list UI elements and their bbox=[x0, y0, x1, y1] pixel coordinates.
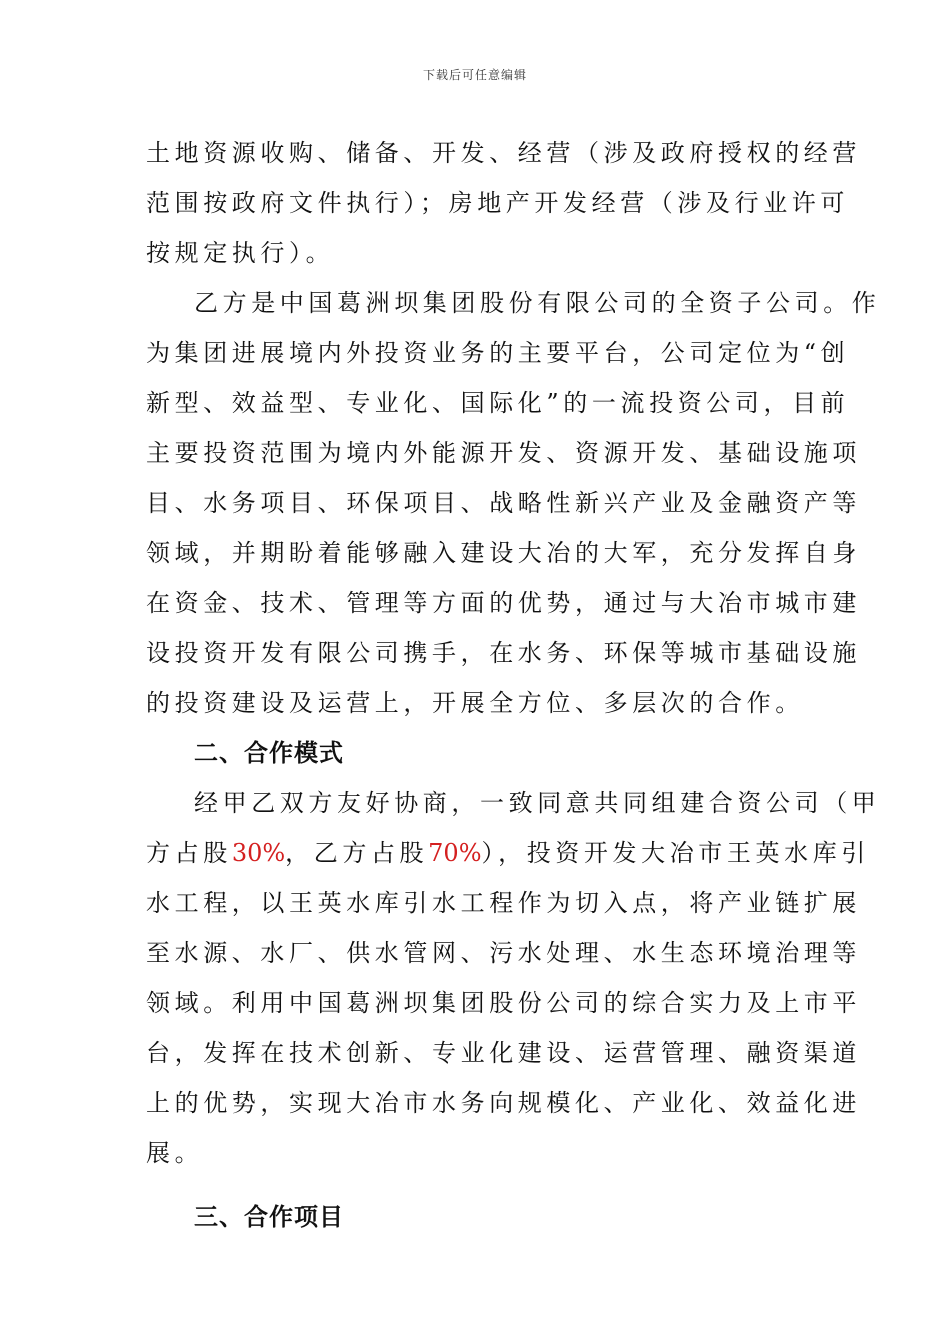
document-body bbox=[146, 128, 881, 1242]
paragraph-line: 目、水务项目、环保项目、战略性新兴产业及金融资产等 bbox=[146, 489, 861, 517]
paragraph-line-shares bbox=[146, 828, 870, 878]
paragraph-line: 经甲乙双方友好协商，一致同意共同组建合资公司（甲 bbox=[194, 789, 881, 817]
paragraph-line: 乙方是中国葛洲坝集团股份有限公司的全资子公司。作 bbox=[194, 289, 881, 317]
paragraph-line: 展。 bbox=[146, 1139, 204, 1167]
text-segment: 方占股 bbox=[146, 839, 232, 867]
party-b-share-percent: 70% bbox=[428, 839, 482, 867]
paragraph-line: 设投资开发有限公司携手，在水务、环保等城市基础设施 bbox=[146, 639, 861, 667]
section-heading-cooperation-projects: 三、合作项目 bbox=[194, 1203, 344, 1231]
paragraph-line: 领域，并期盼着能够融入建设大冶的大军，充分发挥自身 bbox=[146, 539, 861, 567]
paragraph-line: 土地资源收购、储备、开发、经营（涉及政府授权的经营 bbox=[146, 139, 861, 167]
paragraph-line: 至水源、水厂、供水管网、污水处理、水生态环境治理等 bbox=[146, 939, 861, 967]
paragraph-line: 领域。利用中国葛洲坝集团股份公司的综合实力及上市平 bbox=[146, 989, 861, 1017]
paragraph-line: 水工程，以王英水库引水工程作为切入点，将产业链扩展 bbox=[146, 889, 861, 917]
paragraph-line: 的投资建设及运营上，开展全方位、多层次的合作。 bbox=[146, 689, 804, 717]
paragraph-line: 上的优势，实现大冶市水务向规模化、产业化、效益化进 bbox=[146, 1089, 861, 1117]
paragraph-line: 范围按政府文件执行）；房地产开发经营（涉及行业许可 bbox=[146, 189, 849, 217]
paragraph-line: 主要投资范围为境内外能源开发、资源开发、基础设施项 bbox=[146, 439, 861, 467]
paragraph-line: 台，发挥在技术创新、专业化建设、运营管理、融资渠道 bbox=[146, 1039, 861, 1067]
paragraph-line: 为集团进展境内外投资业务的主要平台，公司定位为“创 bbox=[146, 339, 850, 367]
paragraph-line: 新型、效益型、专业化、国际化”的一流投资公司，目前 bbox=[146, 389, 850, 417]
party-a-share-percent: 30% bbox=[231, 839, 286, 867]
paragraph-line: 在资金、技术、管理等方面的优势，通过与大冶市城市建 bbox=[146, 589, 861, 617]
text-segment: ），投资开发大冶市王英水库引 bbox=[481, 839, 870, 867]
text-segment: ，乙方占股 bbox=[285, 839, 429, 867]
paragraph-line: 按规定执行）。 bbox=[146, 239, 335, 267]
section-heading-cooperation-mode: 二、合作模式 bbox=[194, 739, 344, 767]
page-header: 下载后可任意编辑 bbox=[422, 68, 527, 82]
spacer bbox=[146, 1178, 806, 1192]
